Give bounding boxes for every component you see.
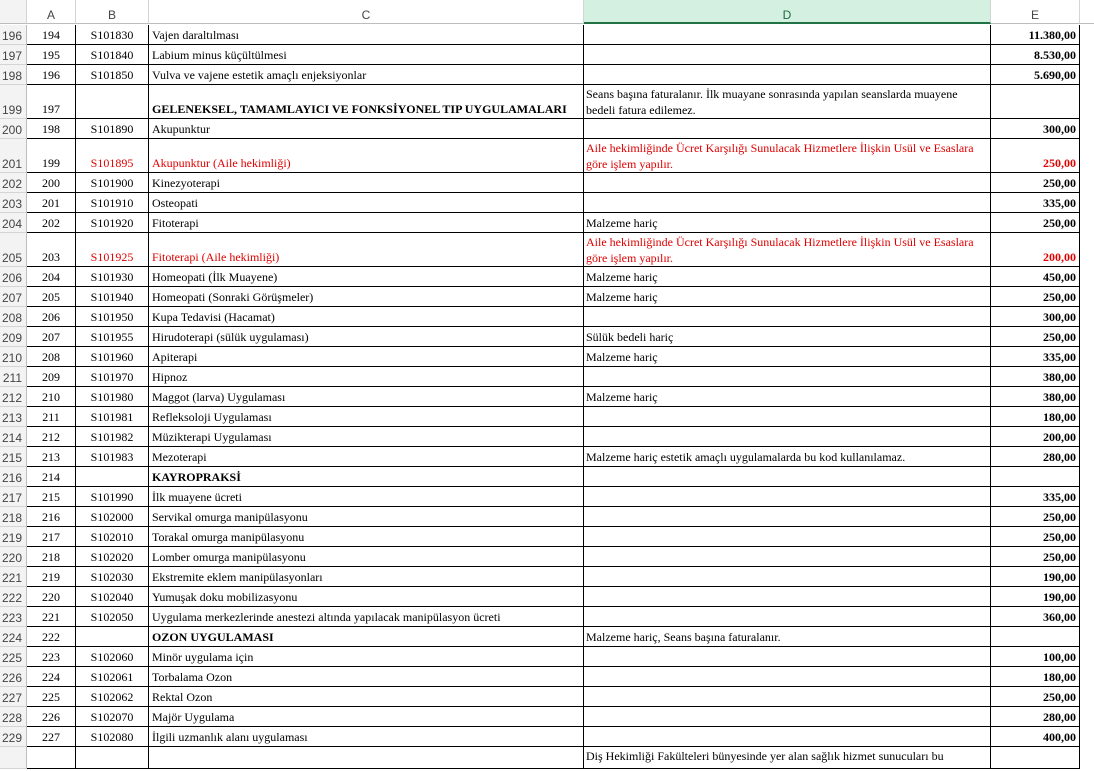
cell-c[interactable]: Kupa Tedavisi (Hacamat) [149,307,584,327]
column-header-a[interactable]: A [27,0,76,24]
table-row [0,547,1094,567]
empty-cell-f[interactable] [1080,347,1094,367]
cell-a[interactable]: 213 [27,447,76,467]
cell-a[interactable]: 227 [27,727,76,747]
cell-c[interactable]: Fitoterapi (Aile hekimliği) [149,233,584,267]
cell-a[interactable]: 210 [27,387,76,407]
empty-cell-f[interactable] [1080,747,1094,769]
table-row [0,25,1094,45]
empty-cell-f[interactable] [1080,627,1094,647]
table-row [0,65,1094,85]
cell-c[interactable]: KAYROPRAKSİ [149,467,584,487]
cell-c[interactable]: Akupunktur [149,119,584,139]
cell-e[interactable]: 380,00 [991,387,1080,407]
cell-c[interactable]: İlk muayene ücreti [149,487,584,507]
table-row [0,427,1094,447]
cell-b[interactable]: S101900 [76,173,149,193]
cell-d[interactable] [584,587,991,607]
cell-b[interactable] [76,467,149,487]
table-row [0,367,1094,387]
cell-e[interactable]: 250,00 [991,287,1080,307]
table-row [0,85,1094,119]
empty-cell-f[interactable] [1080,587,1094,607]
cell-e[interactable]: 280,00 [991,707,1080,727]
row-number[interactable]: 210 [0,347,27,367]
row-number[interactable]: 222 [0,587,27,607]
cell-c[interactable]: Müzikterapi Uygulaması [149,427,584,447]
empty-cell-f[interactable] [1080,367,1094,387]
cell-e[interactable]: 380,00 [991,367,1080,387]
row-number[interactable]: 202 [0,173,27,193]
empty-cell-f[interactable] [1080,467,1094,487]
cell-d[interactable] [584,427,991,447]
cell-e[interactable]: 11.380,00 [991,25,1080,45]
empty-cell-f[interactable] [1080,547,1094,567]
table-row [0,213,1094,233]
cell-c[interactable]: GELENEKSEL, TAMAMLAYICI VE FONKSİYONEL TIP UYGULAMALARI [149,85,584,119]
cell-b[interactable]: S101840 [76,45,149,65]
row-number[interactable]: 205 [0,233,27,267]
cell-e[interactable]: 450,00 [991,267,1080,287]
row-number[interactable]: 229 [0,727,27,747]
cell-a[interactable]: 217 [27,527,76,547]
cell-b[interactable]: S101970 [76,367,149,387]
row-number[interactable]: 212 [0,387,27,407]
select-all-corner[interactable] [0,0,27,24]
cell-d[interactable] [584,173,991,193]
cell-a[interactable]: 219 [27,567,76,587]
row-number[interactable]: 215 [0,447,27,467]
row-number[interactable]: 228 [0,707,27,727]
table-row [0,387,1094,407]
cell-d[interactable]: Malzeme hariç [584,347,991,367]
table-row [0,119,1094,139]
cell-a[interactable]: 226 [27,707,76,727]
table-row [0,587,1094,607]
table-row [0,687,1094,707]
row-number[interactable]: 223 [0,607,27,627]
empty-cell-f[interactable] [1080,193,1094,213]
empty-cell-f[interactable] [1080,507,1094,527]
cell-b[interactable]: S102062 [76,687,149,707]
empty-cell-f[interactable] [1080,607,1094,627]
empty-cell-f[interactable] [1080,327,1094,347]
empty-cell-f[interactable] [1080,65,1094,85]
cell-c[interactable]: Lomber omurga manipülasyonu [149,547,584,567]
cell-e[interactable]: 335,00 [991,193,1080,213]
cell-b[interactable]: S101960 [76,347,149,367]
cell-e[interactable] [991,467,1080,487]
cell-d[interactable] [584,407,991,427]
table-row [0,487,1094,507]
cell-e[interactable]: 200,00 [991,427,1080,447]
row-number[interactable]: 206 [0,267,27,287]
empty-cell-f[interactable] [1080,647,1094,667]
column-header-bar [0,0,1094,25]
cell-b[interactable]: S101850 [76,65,149,85]
cell-b[interactable]: S101910 [76,193,149,213]
cell-b[interactable]: S101890 [76,119,149,139]
cell-e[interactable] [991,85,1080,119]
cell-e[interactable]: 200,00 [991,233,1080,267]
cell-b[interactable]: S102010 [76,527,149,547]
row-number[interactable]: 213 [0,407,27,427]
row-number[interactable]: 216 [0,467,27,487]
column-header-d[interactable]: D [584,0,991,24]
empty-cell-f[interactable] [1080,527,1094,547]
cell-d[interactable]: Malzeme hariç [584,387,991,407]
cell-c[interactable]: Servikal omurga manipülasyonu [149,507,584,527]
row-number[interactable]: 217 [0,487,27,507]
cell-a[interactable]: 194 [27,25,76,45]
table-row [0,267,1094,287]
cell-c[interactable] [149,747,584,769]
cell-d[interactable]: Malzeme hariç, Seans başına faturalanır. [584,627,991,647]
cell-e[interactable]: 100,00 [991,647,1080,667]
cell-c[interactable]: Vajen daraltılması [149,25,584,45]
cell-c[interactable]: Homeopati (İlk Muayene) [149,267,584,287]
row-number[interactable]: 219 [0,527,27,547]
cell-b[interactable]: S102060 [76,647,149,667]
row-number[interactable]: 201 [0,139,27,173]
row-number[interactable] [0,747,27,769]
cell-b[interactable]: S102050 [76,607,149,627]
cell-c[interactable]: OZON UYGULAMASI [149,627,584,647]
row-number[interactable]: 197 [0,45,27,65]
cell-a[interactable]: 221 [27,607,76,627]
cell-e[interactable]: 335,00 [991,347,1080,367]
cell-e[interactable]: 250,00 [991,527,1080,547]
table-row [0,139,1094,173]
cell-b[interactable]: S101955 [76,327,149,347]
table-row [0,173,1094,193]
cell-c[interactable]: Fitoterapi [149,213,584,233]
cell-b[interactable]: S102040 [76,587,149,607]
cell-c[interactable]: Homeopati (Sonraki Görüşmeler) [149,287,584,307]
cell-d[interactable] [584,547,991,567]
table-row [0,307,1094,327]
cell-a[interactable]: 202 [27,213,76,233]
cell-b[interactable]: S101920 [76,213,149,233]
cell-e[interactable]: 360,00 [991,607,1080,627]
cell-e[interactable]: 400,00 [991,727,1080,747]
table-row [0,607,1094,627]
row-number[interactable]: 218 [0,507,27,527]
cell-a[interactable]: 214 [27,467,76,487]
cell-c[interactable]: Majör Uygulama [149,707,584,727]
cell-a[interactable]: 209 [27,367,76,387]
cell-e[interactable]: 250,00 [991,139,1080,173]
row-number[interactable]: 211 [0,367,27,387]
cell-c[interactable]: Rektal Ozon [149,687,584,707]
table-row [0,567,1094,587]
cell-d[interactable] [584,367,991,387]
cell-e[interactable]: 250,00 [991,507,1080,527]
cell-c[interactable]: Maggot (larva) Uygulaması [149,387,584,407]
cell-b[interactable]: S101981 [76,407,149,427]
row-number[interactable]: 207 [0,287,27,307]
empty-cell-f[interactable] [1080,233,1094,267]
table-row [0,527,1094,547]
cell-c[interactable]: Hipnoz [149,367,584,387]
column-header-b[interactable]: B [76,0,149,24]
empty-cell-f[interactable] [1080,307,1094,327]
cell-c[interactable]: Osteopati [149,193,584,213]
cell-d[interactable] [584,487,991,507]
row-number[interactable]: 225 [0,647,27,667]
cell-a[interactable]: 223 [27,647,76,667]
cell-d[interactable]: Aile hekimliğinde Ücret Karşılığı Sunulacak Hizmetlere İlişkin Usül ve Esaslara göre işlem yapılır. [584,233,991,267]
cell-a[interactable]: 199 [27,139,76,173]
table-row [0,727,1094,747]
cell-d[interactable]: Malzeme hariç [584,213,991,233]
cell-d[interactable] [584,119,991,139]
table-row [0,407,1094,427]
cell-a[interactable]: 198 [27,119,76,139]
cell-c[interactable]: Minör uygulama için [149,647,584,667]
table-row [0,193,1094,213]
cell-e[interactable]: 190,00 [991,567,1080,587]
cell-e[interactable]: 250,00 [991,213,1080,233]
cell-e[interactable]: 5.690,00 [991,65,1080,85]
column-header-e[interactable]: E [991,0,1080,24]
cell-d[interactable] [584,647,991,667]
cell-e[interactable]: 300,00 [991,119,1080,139]
cell-a[interactable]: 211 [27,407,76,427]
cell-a[interactable]: 224 [27,667,76,687]
cell-b[interactable]: S101895 [76,139,149,173]
cell-b[interactable]: S102061 [76,667,149,687]
row-number[interactable]: 209 [0,327,27,347]
row-number[interactable]: 204 [0,213,27,233]
cell-c[interactable]: Apiterapi [149,347,584,367]
cell-c[interactable]: Hirudoterapi (sülük uygulaması) [149,327,584,347]
cell-b[interactable]: S101990 [76,487,149,507]
table-row [0,287,1094,307]
empty-cell-f[interactable] [1080,407,1094,427]
empty-cell-f[interactable] [1080,119,1094,139]
empty-cell-f[interactable] [1080,287,1094,307]
column-header-f[interactable] [1080,0,1094,24]
empty-cell-f[interactable] [1080,173,1094,193]
cell-e[interactable]: 250,00 [991,173,1080,193]
cell-c[interactable]: Akupunktur (Aile hekimliği) [149,139,584,173]
cell-c[interactable]: Vulva ve vajene estetik amaçlı enjeksiyonlar [149,65,584,85]
table-row [0,507,1094,527]
table-row [0,45,1094,65]
cell-d[interactable] [584,467,991,487]
cell-b[interactable] [76,627,149,647]
empty-cell-f[interactable] [1080,687,1094,707]
cell-e[interactable] [991,627,1080,647]
row-number[interactable]: 203 [0,193,27,213]
cell-d[interactable]: Seans başına faturalanır. İlk muayane sonrasında yapılan seanslarda muayene bedeli fatura edilemez. [584,85,991,119]
cell-c[interactable]: Mezoterapi [149,447,584,467]
cell-b[interactable]: S102000 [76,507,149,527]
cell-c[interactable]: Ekstremite eklem manipülasyonları [149,567,584,587]
cell-a[interactable]: 201 [27,193,76,213]
row-number[interactable]: 224 [0,627,27,647]
cell-b[interactable]: S101982 [76,427,149,447]
cell-e[interactable]: 8.530,00 [991,45,1080,65]
row-number[interactable]: 220 [0,547,27,567]
cell-d[interactable] [584,687,991,707]
cell-a[interactable]: 196 [27,65,76,85]
empty-cell-f[interactable] [1080,267,1094,287]
row-number[interactable]: 199 [0,85,27,119]
cell-b[interactable]: S101830 [76,25,149,45]
cell-d[interactable]: Diş Hekimliği Fakülteleri bünyesinde yer alan sağlık hizmet sunucuları bu [584,747,991,769]
cell-b[interactable]: S102020 [76,547,149,567]
cell-a[interactable]: 225 [27,687,76,707]
cell-c[interactable]: Torbalama Ozon [149,667,584,687]
cell-c[interactable]: İlgili uzmanlık alanı uygulaması [149,727,584,747]
empty-cell-f[interactable] [1080,45,1094,65]
cell-d[interactable] [584,567,991,587]
cell-d[interactable] [584,727,991,747]
cell-d[interactable] [584,607,991,627]
table-row [0,627,1094,647]
table-row [0,747,1094,769]
cell-d[interactable] [584,507,991,527]
cell-e[interactable] [991,747,1080,769]
cell-a[interactable]: 220 [27,587,76,607]
cell-e[interactable]: 335,00 [991,487,1080,507]
row-number[interactable]: 200 [0,119,27,139]
cell-c[interactable]: Torakal omurga manipülasyonu [149,527,584,547]
empty-cell-f[interactable] [1080,85,1094,119]
cell-a[interactable]: 222 [27,627,76,647]
cell-d[interactable] [584,667,991,687]
cell-d[interactable] [584,707,991,727]
column-header-c[interactable]: C [149,0,584,24]
row-number[interactable]: 214 [0,427,27,447]
cell-d[interactable] [584,65,991,85]
empty-cell-f[interactable] [1080,139,1094,173]
row-number[interactable]: 221 [0,567,27,587]
empty-cell-f[interactable] [1080,213,1094,233]
cell-d[interactable]: Malzeme hariç [584,287,991,307]
cell-b[interactable]: S102030 [76,567,149,587]
row-number[interactable]: 227 [0,687,27,707]
cell-a[interactable]: 212 [27,427,76,447]
cell-d[interactable]: Sülük bedeli hariç [584,327,991,347]
cell-c[interactable]: Refleksoloji Uygulaması [149,407,584,427]
cell-a[interactable]: 197 [27,85,76,119]
cell-a[interactable] [27,747,76,769]
cell-b[interactable]: S102080 [76,727,149,747]
cell-a[interactable]: 207 [27,327,76,347]
cell-d[interactable] [584,45,991,65]
cell-d[interactable] [584,193,991,213]
cell-d[interactable]: Malzeme hariç [584,267,991,287]
cell-e[interactable]: 300,00 [991,307,1080,327]
cell-c[interactable]: Labium minus küçültülmesi [149,45,584,65]
cell-b[interactable] [76,747,149,769]
cell-b[interactable]: S102070 [76,707,149,727]
cell-b[interactable] [76,85,149,119]
cell-c[interactable]: Uygulama merkezlerinde anestezi altında yapılacak manipülasyon ücreti [149,607,584,627]
empty-cell-f[interactable] [1080,447,1094,467]
row-number[interactable]: 198 [0,65,27,85]
cell-a[interactable]: 203 [27,233,76,267]
cell-e[interactable]: 250,00 [991,547,1080,567]
cell-b[interactable]: S101930 [76,267,149,287]
empty-cell-f[interactable] [1080,25,1094,45]
cell-e[interactable]: 250,00 [991,327,1080,347]
table-row [0,467,1094,487]
table-row [0,327,1094,347]
empty-cell-f[interactable] [1080,567,1094,587]
cell-b[interactable]: S101925 [76,233,149,267]
cell-a[interactable]: 204 [27,267,76,287]
empty-cell-f[interactable] [1080,667,1094,687]
table-row [0,647,1094,667]
table-row [0,447,1094,467]
cell-e[interactable]: 280,00 [991,447,1080,467]
cell-d[interactable] [584,527,991,547]
row-number[interactable]: 196 [0,25,27,45]
row-number[interactable]: 226 [0,667,27,687]
cell-a[interactable]: 205 [27,287,76,307]
cell-a[interactable]: 215 [27,487,76,507]
cell-d[interactable]: Aile hekimliğinde Ücret Karşılığı Sunulacak Hizmetlere İlişkin Usül ve Esaslara göre işlem yapılır. [584,139,991,173]
table-row [0,233,1094,267]
cell-a[interactable]: 200 [27,173,76,193]
row-number[interactable]: 208 [0,307,27,327]
cell-b[interactable]: S101940 [76,287,149,307]
table-row [0,707,1094,727]
cell-a[interactable]: 208 [27,347,76,367]
cell-b[interactable]: S101950 [76,307,149,327]
cell-a[interactable]: 218 [27,547,76,567]
cell-a[interactable]: 206 [27,307,76,327]
cell-c[interactable]: Yumuşak doku mobilizasyonu [149,587,584,607]
table-row [0,667,1094,687]
cell-a[interactable]: 195 [27,45,76,65]
cell-d[interactable] [584,25,991,45]
cell-e[interactable]: 250,00 [991,687,1080,707]
empty-cell-f[interactable] [1080,707,1094,727]
cell-d[interactable] [584,307,991,327]
cell-e[interactable]: 180,00 [991,407,1080,427]
empty-cell-f[interactable] [1080,727,1094,747]
empty-cell-f[interactable] [1080,487,1094,507]
empty-cell-f[interactable] [1080,387,1094,407]
empty-cell-f[interactable] [1080,427,1094,447]
cell-b[interactable]: S101983 [76,447,149,467]
cell-d[interactable]: Malzeme hariç estetik amaçlı uygulamalarda bu kod kullanılamaz. [584,447,991,467]
cell-a[interactable]: 216 [27,507,76,527]
table-row [0,347,1094,367]
cell-b[interactable]: S101980 [76,387,149,407]
cell-e[interactable]: 180,00 [991,667,1080,687]
cell-e[interactable]: 190,00 [991,587,1080,607]
cell-c[interactable]: Kinezyoterapi [149,173,584,193]
